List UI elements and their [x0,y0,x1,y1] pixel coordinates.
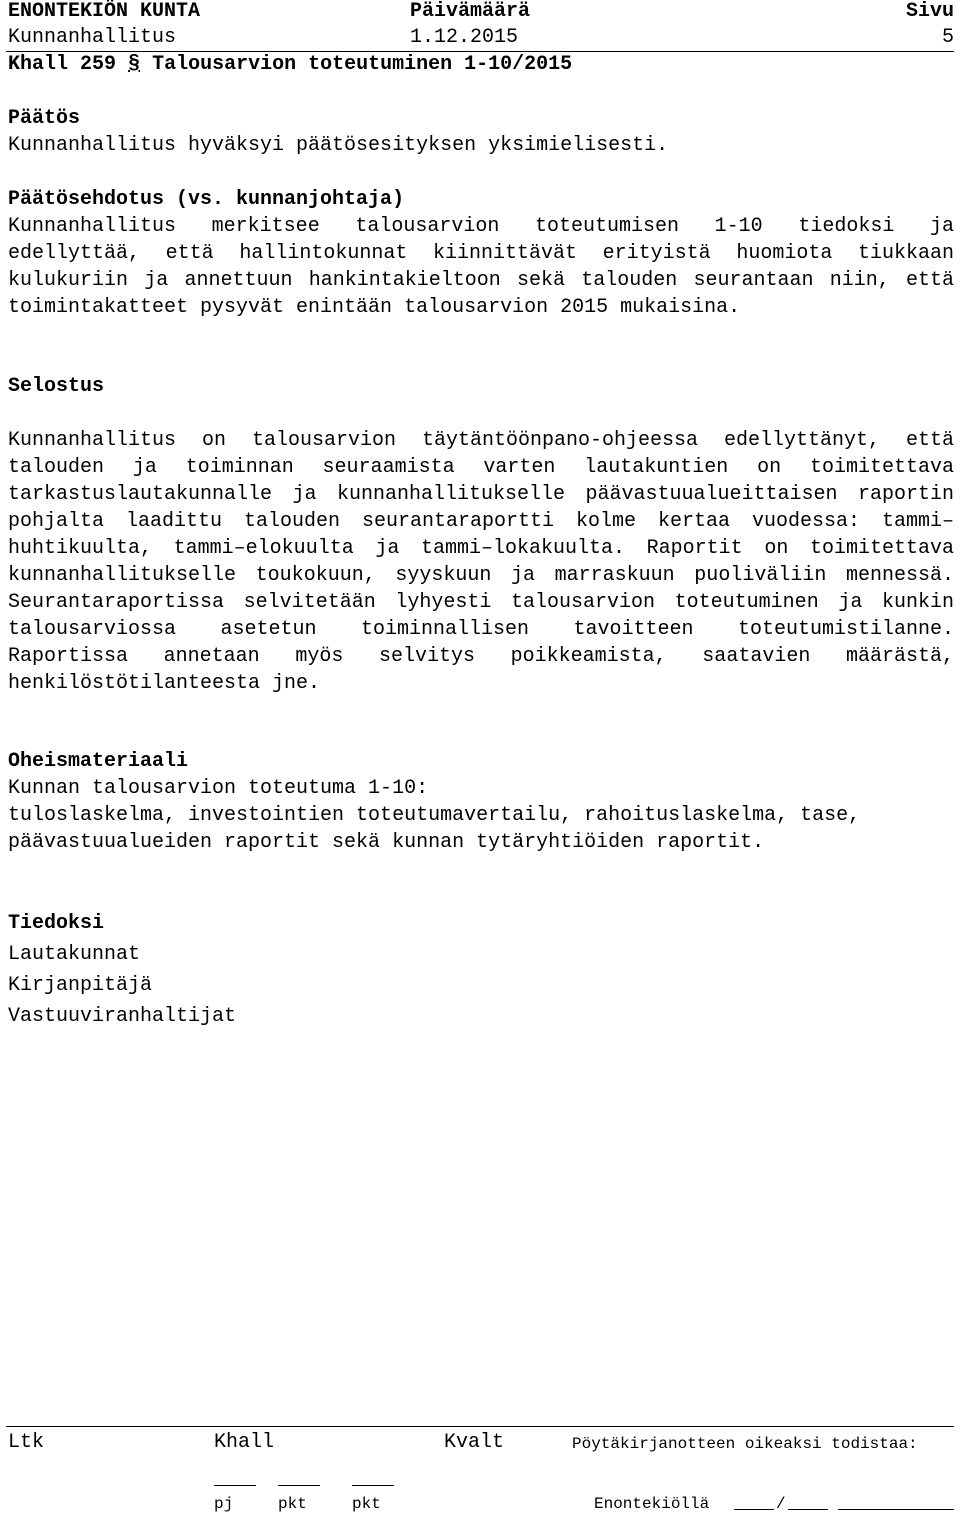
initials-pkt-2: pkt [352,1495,381,1513]
attachments-section [8,748,954,856]
footer-kvalt: Kvalt [444,1431,505,1454]
proposal-section [8,186,954,321]
explanation-heading: Selostus [8,375,105,398]
explanation-section [8,427,954,697]
initials-pkt-1: pkt [278,1495,307,1513]
recipient-item: Kirjanpitäjä [8,974,153,997]
attachments-line-2: tuloslaskelma, investointien toteutumavertailu, rahoituslaskelma, tase, päävastuualueiden raportit sekä kunnan tytäryhtiöiden raportit. [8,804,861,854]
org-name: ENONTEKIÖN KUNTA [8,0,201,23]
place-label: Enontekiöllä [594,1495,710,1513]
explanation-text: Kunnanhallitus on talousarvion täytäntöönpano-ohjeessa edellyttänyt, että talouden ja toiminnan seuraamista varten lautakuntien on toimitettava tarkastuslautakunnalle ja kunnanhallitukselle päävastuualueittaisen raportin pohjalta laadittu talouden seurantaraportti kolme kertaa vuodessa: tammi–huhtikuulta, tammi–elokuulta ja tammi–lokakuulta. Raportit on toimitettava kunnanhallitukselle toukokuun, syyskuun ja marraskuun puoliväliin mennessä. Seurantaraportissa selvitetään lyhyesti talousarvion toteutuminen ja kunkin talousarviossa asetetun toiminnallisen tavoitteen toteutumistilanne. Raportissa annetaan myös selvitys poikkeamista, saatavien määrästä, henkilöstötilanteesta jne. [8,429,954,695]
section-number: Khall 259 [8,53,117,76]
footer-rule [6,1426,954,1427]
decision-heading: Päätös [8,107,81,130]
decision-text: Kunnanhallitus hyväksyi päätösesityksen yksimielisesti. [8,134,669,157]
signature-line-pkt-2 [352,1471,394,1486]
explanation-heading-block [8,373,954,400]
date-slash: / [776,1495,786,1513]
recipient-item: Vastuuviranhaltijat [8,1005,237,1028]
section-title [8,53,572,77]
page-label: Sivu [905,0,954,23]
date-line-day [734,1495,774,1510]
footer-certify: Pöytäkirjanotteen oikeaksi todistaa: [572,1435,918,1453]
recipient-item: Lautakunnat [8,943,141,966]
signature-line-pj [214,1471,256,1486]
attachments-line-1: Kunnan talousarvion toteutuma 1-10: [8,777,429,800]
recipients-heading: Tiedoksi [8,912,105,935]
meeting-date: 1.12.2015 [410,26,519,49]
proposal-heading: Päätösehdotus (vs. kunnanjohtaja) [8,188,405,211]
signature-line-certifier [838,1495,954,1510]
initials-pj: pj [214,1495,234,1513]
header-row-1 [8,0,954,24]
decision-section [8,105,954,159]
date-label: Päivämäärä [410,0,531,23]
header-rule [6,51,954,52]
attachments-heading: Oheismateriaali [8,750,189,773]
meeting-body: Kunnanhallitus [8,26,177,49]
recipients-section [8,908,954,1032]
footer-khall: Khall [214,1431,275,1454]
footer-ltk: Ltk [8,1431,45,1454]
section-title-text: Talousarvion toteutuminen 1-10/2015 [152,53,573,76]
page-number: 5 [941,26,954,49]
section-mark: § [128,53,141,76]
signature-line-pkt-1 [278,1471,320,1486]
date-line-month [788,1495,828,1510]
header-row-2 [8,26,954,50]
proposal-text: Kunnanhallitus merkitsee talousarvion toteutumisen 1-10 tiedoksi ja edellyttää, että hallintokunnat kiinnittävät erityistä huomiota tiukkaan kulukuriin ja annettuun hankintakieltoon sekä talouden seurantaan niin, että toimintakatteet pysyvät enintään talousarvion 2015 mukaisina. [8,215,954,319]
